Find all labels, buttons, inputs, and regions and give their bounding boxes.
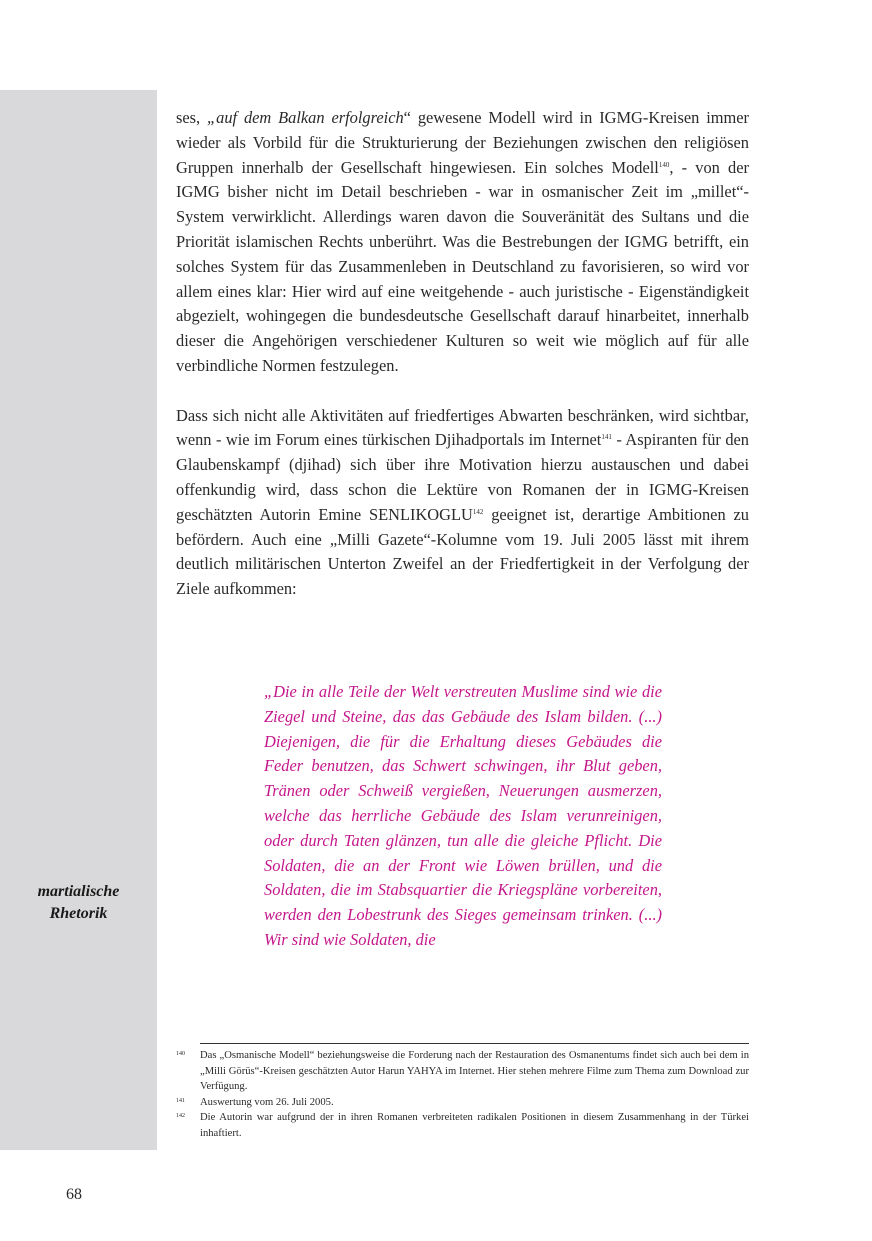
p2-text-2: - Aspiranten für den Glaubenskampf (djihad) sich über ihre Motivation hierzu austauschen und dabei offenkundig wird, dass schon die Lektüre von Romanen der in IGMG-Kreisen geschätzten Autorin Emine SENLIKOGLU: [176, 430, 750, 524]
p1-text-2: “ gewesene Modell wird in IGMG-Kreisen immer wieder als Vorbild für die Strukturierung der Beziehungen zwischen den religiösen Gruppen innerhalb der Gesellschaft hingewiesen. Ein solches Modell: [176, 108, 749, 177]
margin-note: [0, 881, 157, 925]
footnote-ref-140[interactable]: 140: [658, 160, 670, 169]
p1-text-3: , - von der IGMG bisher nicht im Detail beschrieben - war in osmanischer Zeit im „millet“-System verwirklicht. Allerdings waren davon die Souveränität des Sultans und die Priorität islamischen Rechts unberührt. Was die Bestrebungen der IGMG betrifft, ein solches System für das Zusammenleben in Deutschland zu favorisieren, so wird vor allem eines klar: Hier wird auf eine weitgehende - auch juristische - Eigenständigkeit abgezielt, wohingegen die bundesdeutsche Gesellschaft darauf hinarbeitet, innerhalb dieser die Angehörigen verschiedener Kulturen so weit wie möglich auf für alle verbindliche Normen festzulegen.: [176, 157, 749, 375]
paragraph-2: [176, 404, 749, 602]
margin-note-line2: Rhetorik: [49, 905, 108, 922]
p2-text-1: Dass sich nicht alle Aktivitäten auf friedfertiges Abwarten beschränken, wird sichtbar, wenn - wie im Forum eines türkischen Djihadportals im Internet: [176, 405, 749, 450]
footnote-ref-141[interactable]: 141: [601, 433, 612, 442]
footnotes: [176, 1048, 749, 1142]
p1-text-1: ses,: [176, 108, 208, 127]
footnote-text: Die Autorin war aufgrund der in ihren Romanen verbreiteten radikalen Positionen in diesem Zusammenhang in der Türkei inhaftiert.: [200, 1112, 749, 1139]
footnote-text: Das „Osmanische Modell“ beziehungsweise die Forderung nach der Restauration des Osmanentums findet sich auch bei dem in „Milli Görüs“-Kreisen geschätzten Autor Harun YAHYA im Internet. Hier stehen mehrere Filme zum Thema zum Download zur Verfügung.: [200, 1050, 749, 1093]
footnote-141: [176, 1095, 749, 1111]
footnote-number: 140: [176, 1051, 185, 1057]
block-quote: „Die in alle Teile der Welt verstreuten Muslime sind wie die Ziegel und Steine, das das Gebäude des Islam bilden. (...) Diejenigen, die für die Erhaltung dieses Gebäudes die Feder benutzen, das Schwert schwingen, ihr Blut geben, Tränen oder Schweiß vergießen, Neuerungen ausmerzen, welche das herrliche Gebäude des Islam verunreinigen, oder durch Taten glänzen, tun alle die gleiche Pflicht. Die Soldaten, die an der Front wie Löwen brüllen, und die Soldaten, die im Stabsquartier die Kriegspläne vorbereiten, werden den Lobestrunk des Sieges gemeinsam trinken. (...) Wir sind wie Soldaten, die: [264, 682, 662, 949]
p2-text-3: geeignet ist, derartige Ambitionen zu befördern. Auch eine „Milli Gazete“-Kolumne vom 19. Juli 2005 lässt mit ihrem deutlich militärischen Unterton Zweifel an der Friedfertigkeit in der Verfolgung der Ziele aufkommen:: [176, 504, 750, 599]
footnote-number: 141: [176, 1097, 185, 1104]
page-number: 68: [66, 1186, 82, 1203]
footnote-divider: [200, 1043, 749, 1044]
paragraph-1: [176, 106, 749, 379]
p1-italic-phrase: „auf dem Balkan erfolgreich: [207, 108, 404, 127]
margin-note-line1: martialische: [37, 883, 120, 900]
margin-band: [0, 90, 157, 1150]
footnote-ref-142[interactable]: 142: [472, 507, 484, 516]
footnote-number: 142: [176, 1113, 185, 1120]
body-text: [176, 106, 749, 602]
footnote-140: [176, 1048, 749, 1095]
footnote-text: Auswertung vom 26. Juli 2005.: [200, 1096, 334, 1108]
footnote-142: [176, 1110, 749, 1141]
